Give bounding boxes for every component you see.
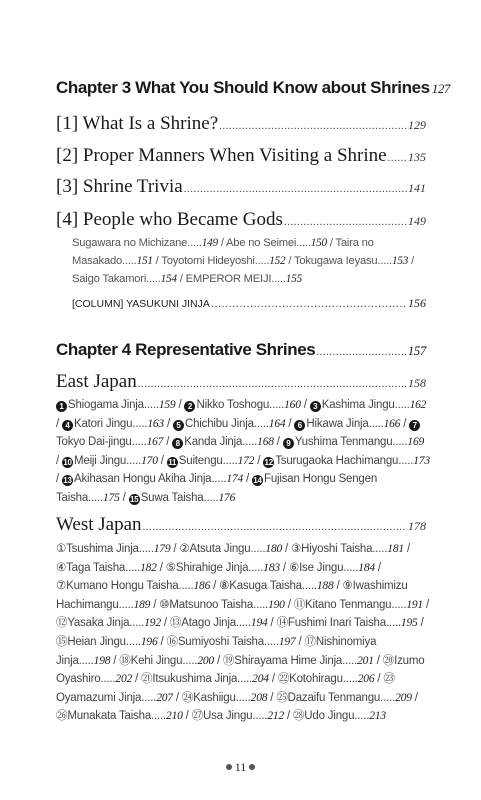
- circled-number: ②: [179, 543, 190, 555]
- shrine-entry[interactable]: 7Tokyo Dai-jingu.....167: [56, 418, 421, 449]
- column-title: [COLUMN] YASUKUNI JINJA: [72, 298, 210, 310]
- circled-number: ㉗: [191, 710, 203, 723]
- page-number: 208: [250, 691, 268, 704]
- entry[interactable]: Taira no Masakado.....151: [72, 237, 374, 267]
- page-number: 176: [218, 491, 236, 504]
- shrine-name: Taga Taisha: [66, 561, 126, 574]
- shrine-entry[interactable]: 8 Kanda Jinja.....168: [172, 436, 274, 448]
- toc-chapter-4[interactable]: [56, 340, 426, 360]
- shrine-entry[interactable]: 10 Meiji Jingu.....170: [63, 454, 158, 467]
- shrine-entry[interactable]: 4 Katori Jingu.....163: [62, 418, 164, 430]
- shrine-entry[interactable]: ⑭Fushimi Inari Taisha.....195: [276, 617, 418, 630]
- shrine-name: Udo Jingu: [304, 710, 355, 723]
- number-badge-icon: 12: [264, 457, 273, 467]
- shrine-name: Yasaka Jinja: [67, 617, 130, 630]
- dot-leader: [219, 120, 407, 132]
- toc-section-1[interactable]: [56, 113, 426, 135]
- page-number: 175: [103, 491, 120, 504]
- shrine-name: Munakata Taisha: [67, 710, 152, 723]
- page-number: 179: [153, 543, 171, 555]
- shrine-entry[interactable]: ㉕Dazaifu Tenmangu.....209: [276, 691, 412, 704]
- page-number: 149: [408, 214, 426, 228]
- page-number: 181: [387, 543, 404, 555]
- number-badge-icon: 6: [294, 420, 305, 431]
- shrine-entry[interactable]: ㉓Oyamazumi Jinja.....207: [56, 673, 395, 704]
- circled-number: ㉓: [383, 673, 395, 686]
- shrine-name: Oyamazumi Jinja: [56, 691, 142, 704]
- number-badge-icon: 1: [56, 401, 67, 412]
- page-number: 168: [257, 436, 274, 449]
- chapter-title: Chapter 4 Representative Shrines: [56, 340, 316, 359]
- page-number: 163: [147, 417, 164, 430]
- number-badge-icon: 4: [62, 420, 73, 431]
- page-number: 141: [408, 181, 426, 195]
- page-number: 170: [141, 454, 158, 467]
- dot-leader: [211, 298, 407, 310]
- circled-number: ⑳: [382, 654, 395, 667]
- section-title: [4] People who Became Gods: [56, 209, 283, 230]
- page-footer: [0, 760, 481, 775]
- page-number: 172: [237, 454, 255, 467]
- shrine-name: Heian Jingu: [67, 635, 126, 648]
- page-number: 129: [408, 118, 426, 132]
- number-badge-icon: 8: [172, 438, 183, 449]
- shrine-entry[interactable]: 15 Suwa Taisha.....176: [129, 491, 236, 504]
- number-badge-icon: 11: [168, 457, 177, 467]
- entry[interactable]: Toyotomi Hideyoshi.....152: [161, 255, 286, 267]
- page-number: 182: [140, 561, 157, 574]
- section-title: [1] What Is a Shrine?: [56, 113, 219, 134]
- shrine-name: Ise Jingu: [299, 561, 344, 574]
- circled-number: ⑦: [56, 580, 67, 593]
- shrine-name: Shirayama Hime Jinja: [234, 654, 343, 667]
- shrine-name: Chichibu Jinja: [184, 417, 254, 430]
- entry[interactable]: EMPEROR MEIJI.....155: [185, 273, 302, 285]
- page-number: 174: [226, 473, 244, 486]
- shrine-name: Kashiigu: [193, 691, 236, 704]
- page-number: 194: [250, 617, 268, 630]
- number-badge-icon: 5: [173, 420, 184, 431]
- shrine-entry[interactable]: ⑮Heian Jingu.....196: [56, 635, 158, 648]
- circled-number: ⑧: [219, 580, 230, 593]
- shrine-name: Nishinomiya Jinja: [56, 635, 377, 667]
- shrine-name: Kasuga Taisha: [229, 580, 302, 593]
- shrine-entry[interactable]: ⑦Kumano Hongu Taisha.....186: [56, 580, 211, 593]
- shrine-entry[interactable]: ㉘Udo Jingu.....213: [292, 710, 386, 723]
- number-badge-icon: 3: [310, 401, 321, 412]
- shrine-name: Izumo Oyashiro: [56, 654, 425, 686]
- shrine-name: Kitano Tenmangu: [305, 598, 392, 611]
- page-number: 189: [133, 598, 151, 611]
- shrine-name: Kotohiragu: [289, 673, 343, 686]
- page-number: 198: [93, 654, 111, 667]
- page-number: 206: [357, 673, 375, 686]
- page-number: 190: [268, 598, 285, 611]
- shrine-name: Kehi Jingu: [130, 654, 183, 667]
- bullet-icon: [226, 764, 232, 770]
- number-badge-icon: 9: [283, 438, 294, 449]
- gods-entry-list: Sugawara no Michizane.....149 / Abe no Seimei.....150 / Taira no Masakado.....151 / Toyotomi Hideyoshi.....152 / Tokugawa Ieyasu.....153 / Saigo Takamori.....154 / EMPEROR MEIJI.....155: [72, 237, 414, 285]
- number-badge-icon: 15: [129, 494, 139, 504]
- entry[interactable]: Tokugawa Ieyasu.....153: [293, 255, 409, 267]
- shrine-name: Tokyo Dai-jingu: [56, 436, 132, 449]
- shrine-entry[interactable]: ㉒Kotohiragu.....206: [277, 673, 375, 686]
- shrine-name: Shirahige Jinja: [175, 561, 249, 574]
- page-number: 209: [395, 691, 412, 704]
- shrine-name: Usa Jingu: [203, 710, 253, 723]
- toc-section-3[interactable]: [56, 176, 426, 198]
- page-number: 184: [358, 561, 375, 574]
- number-badge-icon: 14: [253, 476, 262, 486]
- circled-number: ⑫: [56, 617, 68, 630]
- shrine-entry[interactable]: ⑩Matsunoo Taisha.....190: [159, 598, 285, 611]
- shrine-entry[interactable]: ⑥Ise Jingu.....184: [288, 561, 375, 574]
- circled-number: ㉘: [292, 710, 305, 723]
- page-number: 210: [166, 710, 183, 723]
- page-number: 167: [146, 436, 164, 449]
- page-number: 188: [316, 580, 334, 593]
- number-badge-icon: 2: [184, 401, 195, 412]
- page-number: 166: [383, 417, 401, 430]
- shrine-entry[interactable]: 12 Tsurugaoka Hachimangu.....173: [264, 454, 430, 467]
- shrine-name: Atago Jinja: [181, 617, 236, 630]
- west-japan-shrine-list: ①Tsushima Jinja.....179 / ②Atsuta Jingu.....180 / ③Hiyoshi Taisha.....181 / ④Taga Taisha.....182 / ⑤Shirahige Jinja.....183 / ⑥Ise Jingu.....184 / ⑦Kumano Hongu Taisha.....186 / ⑧Kasuga Taisha.....188 / ⑨Iwashimizu Hachimangu.....189 / ⑩Matsunoo Taisha.....190 / ⑪Kitano Tenmangu.....191 / ⑫Yasaka Jinja.....192 / ⑬Atago Jinja.....194 / ⑭Fushimi Inari Taisha.....195 / ⑮Heian Jingu.....196 / ⑯Sumiyoshi Taisha.....197 / ⑰Nishinomiya Jinja.....198 / ⑱Kehi Jingu.....200 / ⑲Shirayama Hime Jinja.....201 / ⑳Izumo Oyashiro.....202 / ㉑Itsukushima Jinja.....204 / ㉒Kotohiragu.....206 / ㉓Oyamazumi Jinja.....207 / ㉔Kashiigu.....208 / ㉕Dazaifu Tenmangu.....209 / ㉖Munakata Taisha.....210 / ㉗Usa Jingu.....212 / ㉘Udo Jingu.....213: [56, 543, 429, 723]
- shrine-name: Kumano Hongu Taisha: [66, 580, 179, 593]
- circled-number: ㉒: [277, 673, 290, 686]
- circled-number: ⑩: [159, 598, 170, 611]
- circled-number: ⑨: [342, 580, 353, 593]
- region-title: East Japan: [56, 371, 137, 392]
- shrine-name: Hiyoshi Taisha: [301, 543, 373, 555]
- circled-number: ⑪: [293, 598, 306, 611]
- shrine-entry[interactable]: ①Tsushima Jinja.....179: [56, 543, 171, 555]
- circled-number: ⑬: [169, 617, 182, 630]
- shrine-entry[interactable]: 13 Akihasan Hongu Akiha Jinja.....174: [63, 473, 244, 486]
- toc-chapter-3[interactable]: [56, 78, 451, 98]
- circled-number: ⑰: [304, 635, 316, 648]
- shrine-name: Suwa Taisha: [140, 491, 204, 504]
- number-badge-icon: 13: [63, 476, 72, 486]
- shrine-name: Fujisan Hongu Sengen Taisha: [56, 473, 378, 504]
- page-number: 183: [263, 561, 280, 574]
- page-number: 186: [193, 580, 211, 593]
- page-number: 213: [369, 710, 386, 723]
- shrine-entry[interactable]: ⑲Shirayama Hime Jinja.....201: [222, 654, 374, 667]
- page-number: 207: [156, 691, 173, 704]
- east-japan-shrine-list: 1 Shiogama Jinja.....159 / 2 Nikko Toshogu.....160 / 3 Kashima Jingu.....162 / 4 Katori Jingu.....163 / 5 Chichibu Jinja.....164 / 6 Hikawa Jinja.....166 / 7Tokyo Dai-jingu.....167 / 8 Kanda Jinja.....168 / 9 Yushima Tenmangu.....169 / 10 Meiji Jingu.....170 / 11 Suitengu.....172 / 12 Tsurugaoka Hachimangu.....173 / 13 Akihasan Hongu Akiha Jinja.....174 / 14 Fujisan Hongu Sengen Taisha.....175 / 15 Suwa Taisha.....176: [56, 399, 430, 504]
- chapter-title: Chapter 3 What You Should Know about Shrines: [56, 78, 430, 97]
- circled-number: ㉕: [276, 691, 288, 704]
- shrine-entry[interactable]: ⑯Sumiyoshi Taisha.....197: [166, 635, 296, 648]
- shrine-entry[interactable]: ⑪Kitano Tenmangu.....191: [293, 598, 423, 611]
- shrine-name: Kashima Jingu: [321, 399, 395, 411]
- shrine-entry[interactable]: ⑤Shirahige Jinja.....183: [165, 561, 280, 574]
- page-number: 162: [409, 399, 427, 411]
- shrine-name: Atsuta Jingu: [189, 543, 251, 555]
- page-number: 156: [408, 296, 426, 310]
- shrine-name: Yushima Tenmangu: [294, 436, 393, 449]
- shrine-entry[interactable]: ③Hiyoshi Taisha.....181: [291, 543, 404, 555]
- section-title: [2] Proper Manners When Visiting a Shrine: [56, 145, 387, 166]
- page-number: 178: [408, 519, 426, 533]
- shrine-name: Akihasan Hongu Akiha Jinja: [74, 473, 212, 486]
- circled-number: ④: [56, 561, 67, 574]
- page-number: 127: [431, 81, 451, 96]
- page-number: 202: [115, 673, 133, 686]
- shrine-entry[interactable]: ⑱Kehi Jingu.....200: [119, 654, 214, 667]
- entry[interactable]: Sugawara no Michizane.....149: [72, 237, 218, 249]
- circled-number: ⑲: [222, 654, 235, 667]
- page-number: 204: [252, 673, 269, 686]
- section-title: [3] Shrine Trivia: [56, 176, 183, 197]
- toc-west-japan[interactable]: [56, 514, 426, 536]
- circled-number: ㉔: [181, 691, 194, 704]
- shrine-name: Meiji Jingu: [74, 454, 127, 467]
- circled-number: ⑥: [288, 561, 300, 574]
- entry[interactable]: Abe no Seimei.....150: [226, 237, 327, 249]
- shrine-name: Itsukushima Jinja: [152, 673, 238, 686]
- shrine-entry[interactable]: ②Atsuta Jingu.....180: [179, 543, 283, 555]
- shrine-name: Tsushima Jinja: [66, 543, 139, 555]
- shrine-entry[interactable]: ⑳Izumo Oyashiro.....202: [56, 654, 425, 686]
- page-number: 195: [400, 617, 418, 630]
- shrine-entry[interactable]: ㉖Munakata Taisha.....210: [56, 710, 183, 723]
- region-title: West Japan: [56, 514, 142, 535]
- circled-number: ⑱: [119, 654, 131, 667]
- page-number: 191: [406, 598, 423, 611]
- shrine-name: Tsurugaoka Hachimangu: [275, 454, 399, 467]
- shrine-entry[interactable]: ④Taga Taisha.....182: [56, 561, 157, 574]
- page-number: 135: [408, 150, 426, 164]
- shrine-entry[interactable]: 9 Yushima Tenmangu.....169: [283, 436, 424, 448]
- shrine-name: Katori Jingu: [74, 417, 133, 430]
- shrine-entry[interactable]: 14 Fujisan Hongu Sengen Taisha.....175: [56, 473, 378, 504]
- shrine-entry[interactable]: ㉗Usa Jingu.....212: [191, 710, 284, 723]
- shrine-name: Matsunoo Taisha: [169, 598, 254, 611]
- dot-leader: [184, 183, 407, 195]
- toc-section-4[interactable]: [56, 209, 426, 231]
- shrine-entry[interactable]: 1 Shiogama Jinja.....159: [56, 399, 175, 411]
- shrine-name: Iwashimizu Hachimangu: [56, 580, 408, 611]
- toc-column[interactable]: [72, 296, 426, 311]
- page-number: 180: [265, 543, 283, 555]
- bullet-icon: [249, 764, 255, 770]
- toc-east-japan[interactable]: [56, 371, 426, 393]
- toc-section-2[interactable]: [56, 145, 426, 167]
- page-number: 157: [407, 343, 426, 358]
- page-number: 196: [140, 635, 158, 648]
- page-number: 159: [158, 399, 176, 411]
- shrine-entry[interactable]: ⑬Atago Jinja.....194: [169, 617, 268, 630]
- shrine-entry[interactable]: ㉔Kashiigu.....208: [181, 691, 268, 704]
- shrine-entry[interactable]: 11 Suitengu.....172: [168, 454, 255, 467]
- shrine-name: Dazaifu Tenmangu: [287, 691, 381, 704]
- circled-number: ⑮: [56, 635, 68, 648]
- dot-leader: [138, 378, 407, 390]
- shrine-entry[interactable]: 2 Nikko Toshogu.....160: [184, 399, 300, 411]
- circled-number: ①: [56, 543, 67, 555]
- circled-number: ⑯: [166, 635, 178, 648]
- shrine-name: Nikko Toshogu: [196, 399, 270, 411]
- page-number: 200: [197, 654, 214, 667]
- shrine-entry[interactable]: ⑨Iwashimizu Hachimangu.....189: [56, 580, 408, 611]
- shrine-name: Shiogama Jinja: [68, 399, 144, 411]
- page-number: 197: [278, 635, 296, 648]
- number-badge-icon: 7: [409, 420, 420, 431]
- shrine-name: Suitengu: [178, 454, 223, 467]
- page-number: 169: [407, 436, 425, 449]
- entry[interactable]: Saigo Takamori.....154: [72, 273, 177, 285]
- shrine-entry[interactable]: 5 Chichibu Jinja.....164: [173, 418, 285, 430]
- page-number: 158: [408, 376, 426, 390]
- shrine-entry[interactable]: ㉑Itsukushima Jinja.....204: [141, 673, 269, 686]
- shrine-entry[interactable]: ⑧Kasuga Taisha.....188: [219, 580, 334, 593]
- dot-leader: [284, 216, 407, 228]
- page-number: 201: [357, 654, 374, 667]
- shrine-name: Fushimi Inari Taisha: [287, 617, 386, 630]
- page-number: 192: [144, 617, 161, 630]
- shrine-entry[interactable]: ⑰Nishinomiya Jinja.....198: [56, 635, 377, 667]
- shrine-entry[interactable]: ⑫Yasaka Jinja.....192: [56, 617, 161, 630]
- shrine-entry[interactable]: 6 Hikawa Jinja.....166: [294, 418, 400, 430]
- dot-leader: [143, 521, 407, 533]
- circled-number: ⑭: [276, 617, 288, 630]
- circled-number: ㉑: [141, 673, 153, 686]
- shrine-name: Kanda Jinja: [184, 436, 243, 449]
- dot-leader: [388, 152, 407, 164]
- dot-leader: [316, 346, 406, 358]
- circled-number: ㉖: [56, 710, 68, 723]
- shrine-name: Hikawa Jinja: [306, 417, 369, 430]
- circled-number: ⑤: [165, 561, 176, 574]
- circled-number: ③: [291, 543, 302, 555]
- page-number: 164: [268, 417, 286, 430]
- shrine-entry[interactable]: 3 Kashima Jingu.....162: [310, 399, 426, 411]
- number-badge-icon: 10: [63, 457, 72, 467]
- page-number: 212: [267, 710, 284, 723]
- shrine-name: Sumiyoshi Taisha: [177, 635, 264, 648]
- page-number: 173: [413, 454, 430, 467]
- page-number: 160: [284, 399, 301, 411]
- footer-page-number: 11: [234, 760, 247, 774]
